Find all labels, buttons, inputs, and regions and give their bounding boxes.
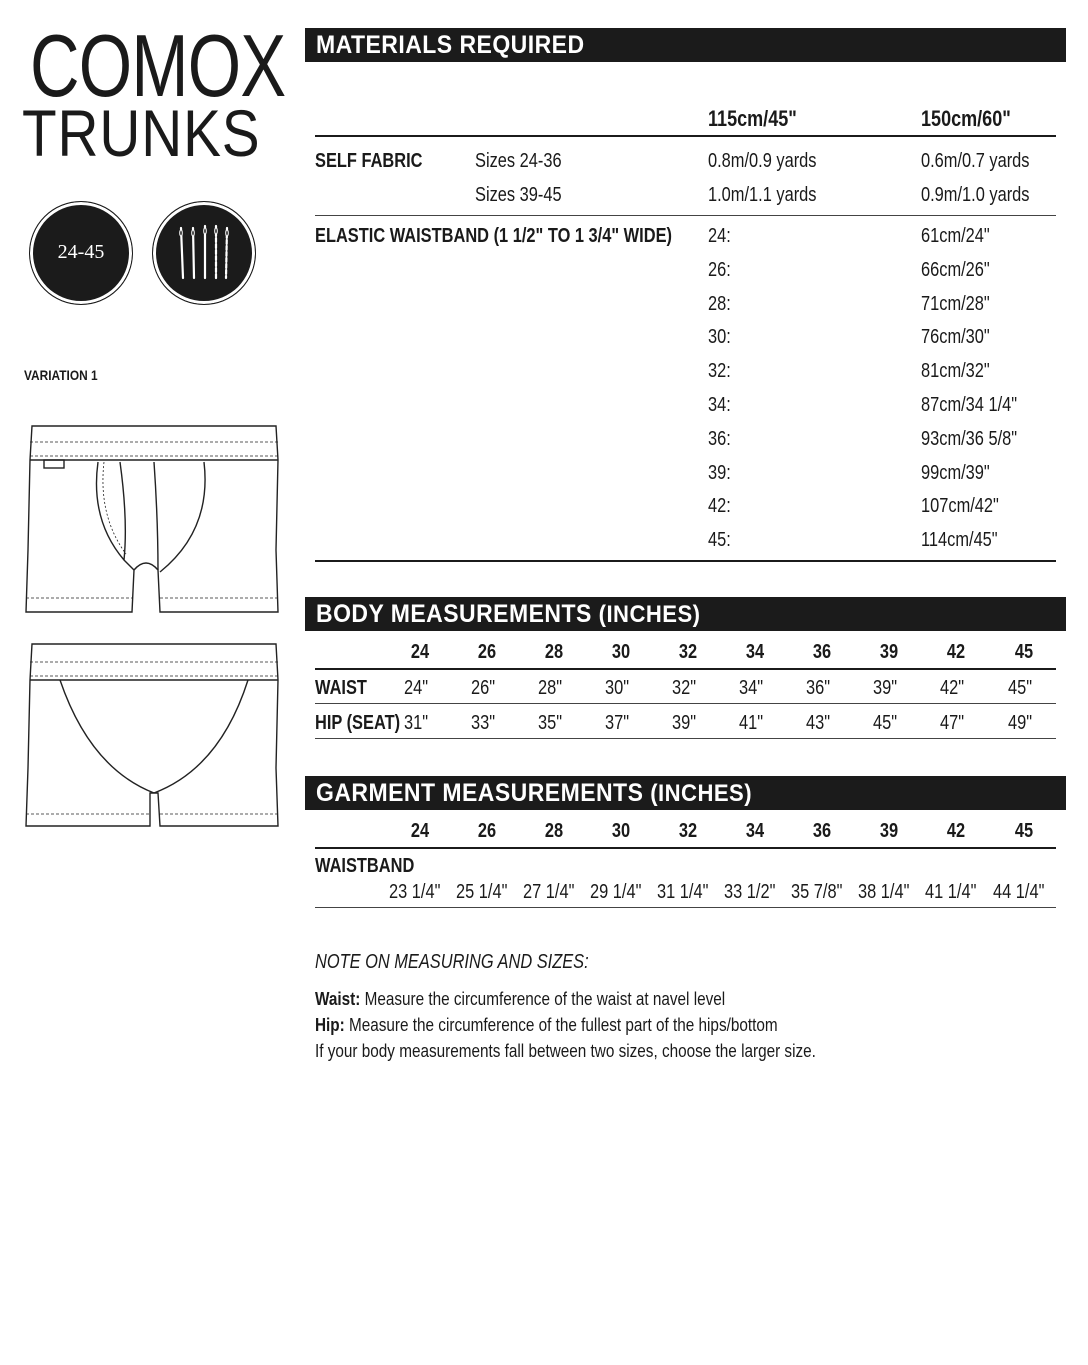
elastic-length: 93cm/36 5/8" xyxy=(921,427,1018,450)
garment-waistband-value: 44 1/4" xyxy=(993,881,1045,903)
self-fabric-sizes: Sizes 24-36 xyxy=(475,150,562,172)
pattern-title-line2: TRUNKS xyxy=(22,96,261,170)
self-fabric-150: 0.9m/1.0 yards xyxy=(921,184,1030,206)
garment-heading-bar xyxy=(305,776,1066,810)
body-bottom-rule xyxy=(315,738,1056,739)
garment-waistband-value: 31 1/4" xyxy=(657,881,709,903)
elastic-size: 32: xyxy=(708,360,731,383)
body-waist-value: 24" xyxy=(403,677,429,699)
elastic-size: 36: xyxy=(708,427,731,450)
waist-label: WAIST xyxy=(315,677,367,699)
garment-waistband-value: 33 1/2" xyxy=(724,881,776,903)
body-size-header: 30 xyxy=(611,641,631,663)
body-hip-value: 43" xyxy=(805,712,831,734)
elastic-length: 81cm/32" xyxy=(921,360,990,383)
body-hip-value: 41" xyxy=(738,712,764,734)
body-size-header: 34 xyxy=(745,641,765,663)
note-waist xyxy=(315,989,725,1010)
garment-waistband-value: 29 1/4" xyxy=(590,881,642,903)
garment-size-header: 32 xyxy=(678,820,698,842)
garment-heading-unit: (INCHES) xyxy=(650,780,753,807)
body-waist-value: 45" xyxy=(1007,677,1033,699)
body-heading xyxy=(316,600,700,629)
garment-size-header: 34 xyxy=(745,820,765,842)
size-range-label: 24-45 xyxy=(57,241,105,263)
note-hip-text: Measure the circumference of the fullest part of the hips/bottom xyxy=(344,1015,778,1035)
trunks-front-illustration xyxy=(20,420,285,618)
materials-header-rule xyxy=(315,135,1056,137)
trunks-back-illustration xyxy=(20,638,285,833)
elastic-length: 61cm/24" xyxy=(921,225,990,247)
garment-size-header: 26 xyxy=(477,820,497,842)
garment-waistband-value: 41 1/4" xyxy=(925,881,977,903)
self-fabric-sizes: Sizes 39-45 xyxy=(475,184,562,206)
body-size-header: 45 xyxy=(1014,641,1034,663)
needles-badge xyxy=(152,201,256,305)
garment-waistband-value: 38 1/4" xyxy=(858,881,910,903)
note-title: NOTE ON MEASURING AND SIZES: xyxy=(315,951,589,973)
body-heading-bar xyxy=(305,597,1066,631)
waistband-label: WAISTBAND xyxy=(315,855,415,877)
body-row-rule xyxy=(315,703,1056,704)
garment-size-header: 39 xyxy=(879,820,899,842)
elastic-length: 76cm/30" xyxy=(921,326,990,349)
self-fabric-115: 1.0m/1.1 yards xyxy=(708,184,817,206)
body-hip-value: 45" xyxy=(872,712,898,734)
elastic-length: 99cm/39" xyxy=(921,461,990,484)
garment-size-header: 30 xyxy=(611,820,631,842)
elastic-size: 34: xyxy=(708,394,731,416)
garment-size-header: 36 xyxy=(812,820,832,842)
garment-size-header: 42 xyxy=(946,820,966,842)
body-waist-value: 34" xyxy=(738,677,764,699)
note-between-sizes: If your body measurements fall between two sizes, choose the larger size. xyxy=(315,1041,816,1061)
elastic-length: 71cm/28" xyxy=(921,292,990,315)
body-waist-value: 39" xyxy=(872,677,898,699)
elastic-size: 45: xyxy=(708,529,731,552)
materials-bottom-rule xyxy=(315,560,1056,562)
garment-header-rule xyxy=(315,847,1056,849)
body-size-header: 26 xyxy=(477,641,497,663)
needles-icon xyxy=(153,202,255,304)
note-hip-term: Hip: xyxy=(315,1015,345,1035)
body-size-header: 39 xyxy=(879,641,899,663)
body-hip-value: 37" xyxy=(604,712,630,734)
garment-heading xyxy=(316,779,752,808)
note-hip xyxy=(315,1015,778,1036)
body-waist-value: 36" xyxy=(805,677,831,699)
garment-size-header: 45 xyxy=(1014,820,1034,842)
elastic-length: 107cm/42" xyxy=(921,495,999,518)
elastic-size: 26: xyxy=(708,258,731,281)
garment-waistband-value: 25 1/4" xyxy=(456,881,508,903)
body-size-header: 42 xyxy=(946,641,966,663)
materials-heading: MATERIALS REQUIRED xyxy=(316,31,585,59)
garment-size-header: 24 xyxy=(410,820,430,842)
elastic-size: 30: xyxy=(708,326,731,349)
body-hip-value: 31" xyxy=(403,712,429,734)
elastic-length: 114cm/45" xyxy=(921,529,998,552)
garment-waistband-value: 23 1/4" xyxy=(389,881,441,903)
body-waist-value: 32" xyxy=(671,677,697,699)
materials-col-150: 150cm/60" xyxy=(921,106,1011,131)
body-size-header: 24 xyxy=(410,641,430,663)
garment-bottom-rule xyxy=(315,907,1056,908)
body-waist-value: 42" xyxy=(939,677,965,699)
garment-waistband-value: 27 1/4" xyxy=(523,881,575,903)
elastic-size: 28: xyxy=(708,292,731,315)
body-heading-text: BODY MEASUREMENTS xyxy=(316,600,592,628)
body-hip-value: 47" xyxy=(939,712,965,734)
body-waist-value: 26" xyxy=(470,677,496,699)
body-hip-value: 35" xyxy=(537,712,563,734)
body-hip-value: 39" xyxy=(671,712,697,734)
elastic-size: 39: xyxy=(708,461,731,484)
elastic-length: 87cm/34 1/4" xyxy=(921,394,1018,416)
materials-divider xyxy=(315,215,1056,216)
body-size-header: 36 xyxy=(812,641,832,663)
variation-label: VARIATION 1 xyxy=(24,367,98,383)
hip-label: HIP (SEAT) xyxy=(315,712,401,734)
body-heading-unit: (INCHES) xyxy=(598,601,701,628)
self-fabric-115: 0.8m/0.9 yards xyxy=(708,150,817,172)
size-range-badge xyxy=(29,201,133,305)
body-header-rule xyxy=(315,668,1056,670)
self-fabric-150: 0.6m/0.7 yards xyxy=(921,150,1030,172)
body-size-header: 32 xyxy=(678,641,698,663)
body-size-header: 28 xyxy=(544,641,564,663)
elastic-length: 66cm/26" xyxy=(921,258,990,281)
body-waist-value: 30" xyxy=(604,677,630,699)
self-fabric-label: SELF FABRIC xyxy=(315,150,423,172)
materials-heading-bar xyxy=(305,28,1066,62)
garment-heading-text: GARMENT MEASUREMENTS xyxy=(316,779,644,807)
body-hip-value: 49" xyxy=(1007,712,1033,734)
note-waist-term: Waist: xyxy=(315,989,361,1009)
elastic-waistband-label: ELASTIC WAISTBAND (1 1/2" TO 1 3/4" WIDE) xyxy=(315,225,672,247)
elastic-size: 42: xyxy=(708,495,731,518)
garment-size-header: 28 xyxy=(544,820,564,842)
materials-col-115: 115cm/45" xyxy=(708,106,797,131)
note-waist-text: Measure the circumference of the waist at navel level xyxy=(360,989,726,1009)
body-waist-value: 28" xyxy=(537,677,563,699)
garment-waistband-value: 35 7/8" xyxy=(791,881,843,903)
pattern-title-line1: COMOX xyxy=(30,16,286,115)
body-hip-value: 33" xyxy=(470,712,496,734)
elastic-size: 24: xyxy=(708,225,731,247)
